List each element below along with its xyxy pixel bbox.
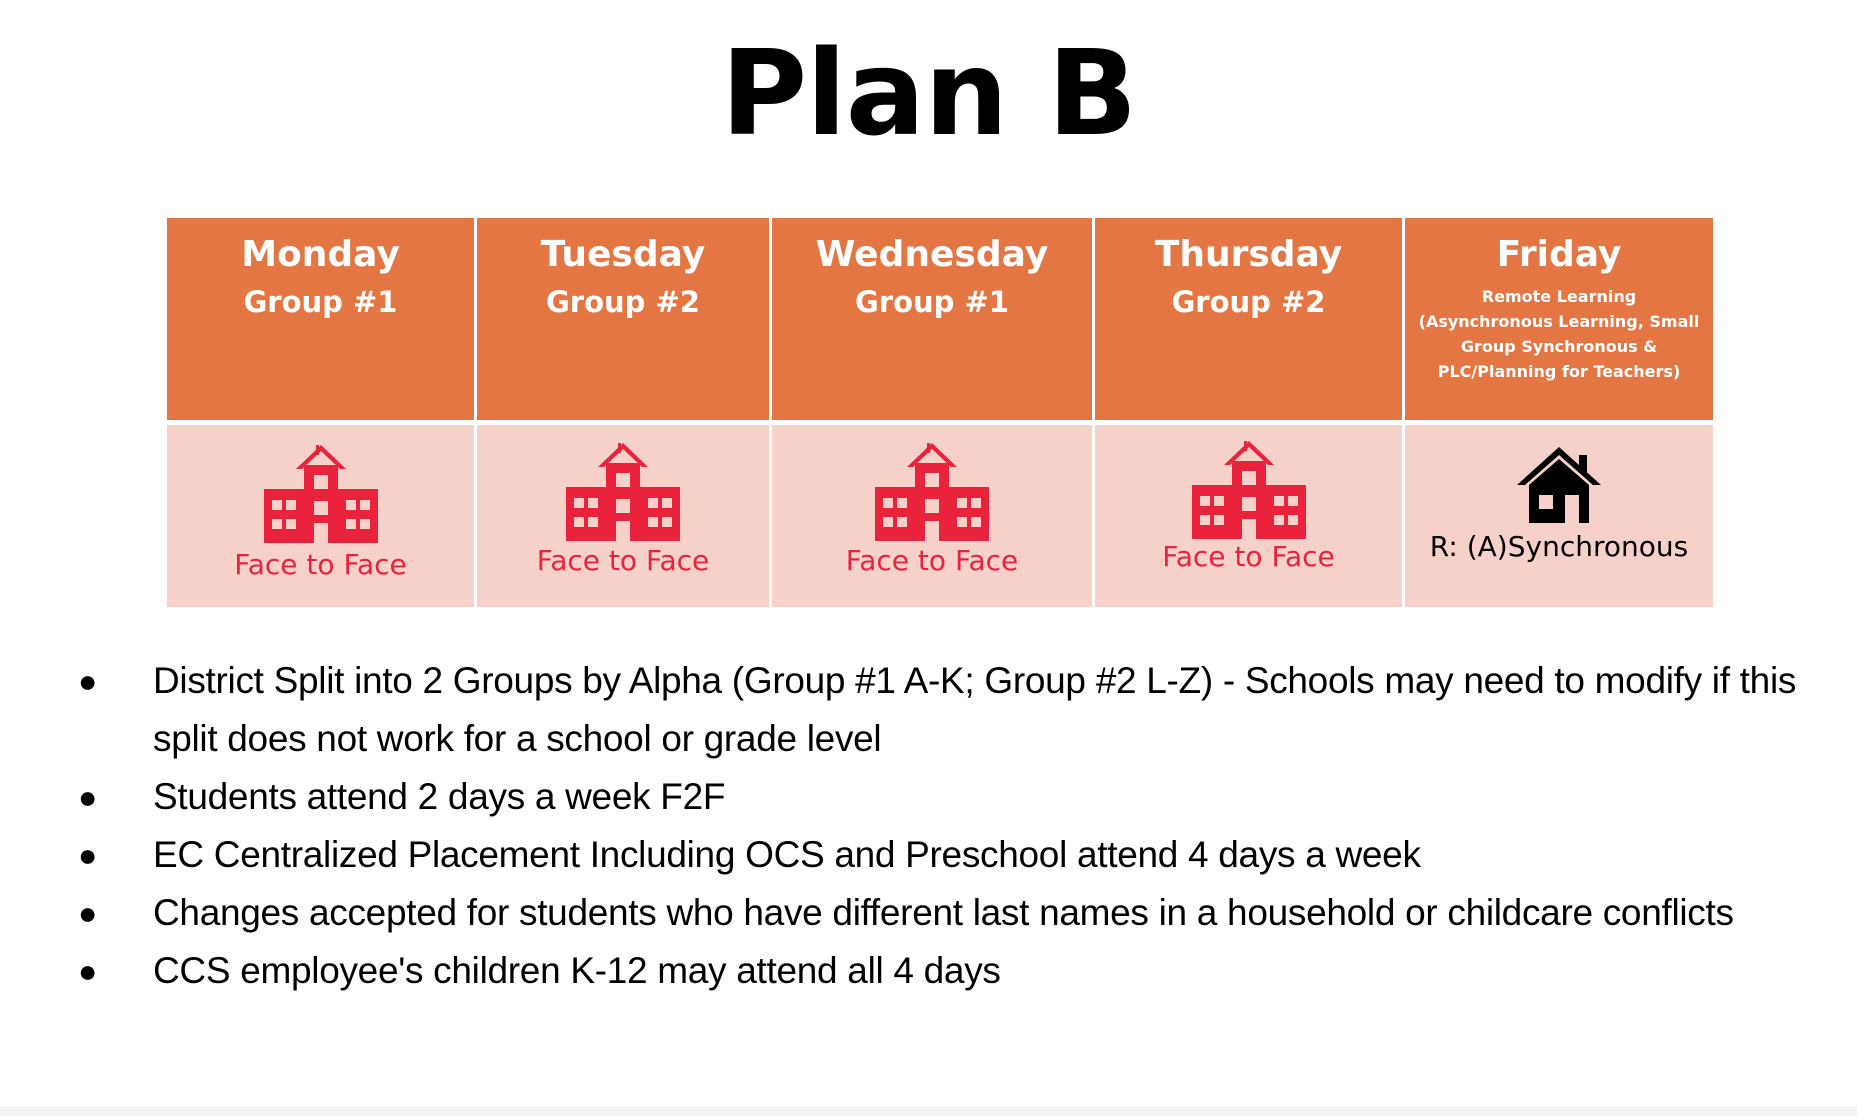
- list-item-text: CCS employee's children K-12 may attend all 4 days: [153, 950, 1001, 991]
- remote-learning-note: [1405, 280, 1713, 384]
- bullet-icon: ●: [78, 837, 98, 873]
- bullet-icon: ●: [78, 895, 98, 931]
- group-label: Group #2: [1171, 285, 1326, 319]
- header-cell-wednesday: [772, 218, 1092, 420]
- body-cell-wednesday: [772, 425, 1092, 607]
- body-cell-monday: [167, 425, 474, 607]
- mode-label: Face to Face: [1162, 540, 1335, 573]
- school-icon: [566, 441, 680, 541]
- body-cell-thursday: [1095, 425, 1402, 607]
- policy-bullet-list: [74, 652, 1814, 1000]
- bullet-icon: ●: [78, 663, 98, 699]
- list-item-text: EC Centralized Placement Including OCS and Preschool attend 4 days a week: [153, 834, 1421, 875]
- header-cell-tuesday: [477, 218, 769, 420]
- mode-label: Face to Face: [234, 548, 407, 581]
- list-item-text: Students attend 2 days a week F2F: [153, 776, 726, 817]
- mode-label: R: (A)Synchronous: [1429, 530, 1689, 563]
- header-cell-monday: [167, 218, 474, 420]
- header-cell-friday: [1405, 218, 1713, 420]
- page-title: Plan B: [720, 24, 1137, 162]
- remote-learning-detail: (Asynchronous Learning, Small Group Synchronous & PLC/Planning for Teachers): [1418, 312, 1700, 381]
- school-icon: [875, 441, 989, 541]
- day-label: Tuesday: [540, 234, 706, 275]
- list-item: [74, 826, 1814, 884]
- bullet-icon: ●: [78, 953, 98, 989]
- day-label: Wednesday: [815, 234, 1049, 275]
- remote-learning-title: Remote Learning: [1481, 287, 1637, 306]
- list-item: [74, 768, 1814, 826]
- footer-band: [0, 1106, 1857, 1116]
- body-cell-friday: [1405, 425, 1713, 607]
- mode-label: Face to Face: [536, 544, 710, 577]
- house-icon: [1515, 445, 1603, 525]
- day-label: Friday: [1496, 234, 1622, 275]
- list-item-text: District Split into 2 Groups by Alpha (Group #1 A-K; Group #2 L-Z) - Schools may need to modify if this split does not work for a school or grade level: [153, 660, 1797, 759]
- list-item: [74, 884, 1814, 942]
- list-item: [74, 652, 1814, 768]
- group-label: Group #1: [854, 285, 1009, 319]
- group-label: Group #1: [243, 285, 398, 319]
- day-label: Monday: [241, 234, 400, 275]
- header-cell-thursday: [1095, 218, 1402, 420]
- school-icon: [264, 443, 378, 543]
- school-icon: [1192, 439, 1306, 539]
- day-label: Thursday: [1154, 234, 1343, 275]
- weekly-schedule-table: [167, 218, 1701, 602]
- body-cell-tuesday: [477, 425, 769, 607]
- list-item: [74, 942, 1814, 1000]
- bullet-icon: ●: [78, 779, 98, 815]
- group-label: Group #2: [545, 285, 700, 319]
- list-item-text: Changes accepted for students who have different last names in a household or childcare conflicts: [153, 892, 1734, 933]
- mode-label: Face to Face: [845, 544, 1019, 577]
